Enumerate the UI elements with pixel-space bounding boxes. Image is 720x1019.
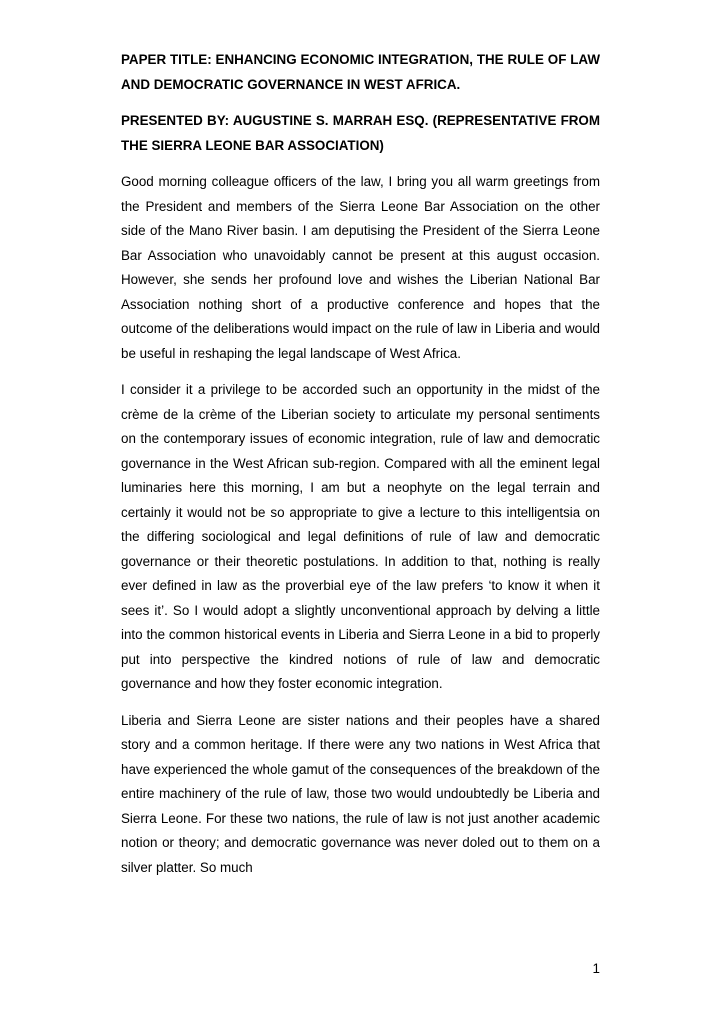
page-number: 1 bbox=[592, 961, 600, 976]
paper-title: PAPER TITLE: ENHANCING ECONOMIC INTEGRATION, THE RULE OF LAW AND DEMOCRATIC GOVERNANCE IN WEST AFRICA. bbox=[121, 52, 600, 92]
paragraph-greeting: Good morning colleague officers of the law, I bring you all warm greetings from the President and members of the Sierra Leone Bar Association on the other side of the Mano River basin. I am deputising the President of the Sierra Leone Bar Association who unavoidably cannot be present at this august occasion. However, she sends her profound love and wishes the Liberian National Bar Association nothing short of a productive conference and hopes that the outcome of the deliberations would impact on the rule of law in Liberia and would be useful in reshaping the legal landscape of West Africa. bbox=[121, 174, 600, 361]
document-page bbox=[121, 48, 600, 892]
paragraph-sister-nations: Liberia and Sierra Leone are sister nations and their peoples have a shared story and a common heritage. If there were any two nations in West Africa that have experienced the whole gamut of the consequences of the breakdown of the entire machinery of the rule of law, those two would undoubtedly be Liberia and Sierra Leone. For these two nations, the rule of law is not just another academic notion or theory; and democratic governance was never doled out to them on a silver platter. So much bbox=[121, 712, 600, 875]
paragraph-privilege: I consider it a privilege to be accorded such an opportunity in the midst of the crème de la crème of the Liberian society to articulate my personal sentiments on the contemporary issues of economic integration, rule of law and democratic governance in the West African sub-region. Compared with all the eminent legal luminaries here this morning, I am but a neophyte on the legal terrain and certainly it would not be so appropriate to give a lecture to this intelligentsia on the differing sociological and legal definitions of rule of law and democratic governance or their theoretic postulations. In addition to that, nothing is really ever defined in law as the proverbial eye of the law prefers ‘to know it when it sees it’. So I would adopt a slightly unconventional approach by delving a little into the common historical events in Liberia and Sierra Leone in a bid to properly put into perspective the kindred notions of rule of law and democratic governance and how they foster economic integration. bbox=[121, 382, 600, 691]
presenter-line: PRESENTED BY: AUGUSTINE S. MARRAH ESQ. (REPRESENTATIVE FROM THE SIERRA LEONE BAR ASSOCIATION) bbox=[121, 113, 600, 153]
